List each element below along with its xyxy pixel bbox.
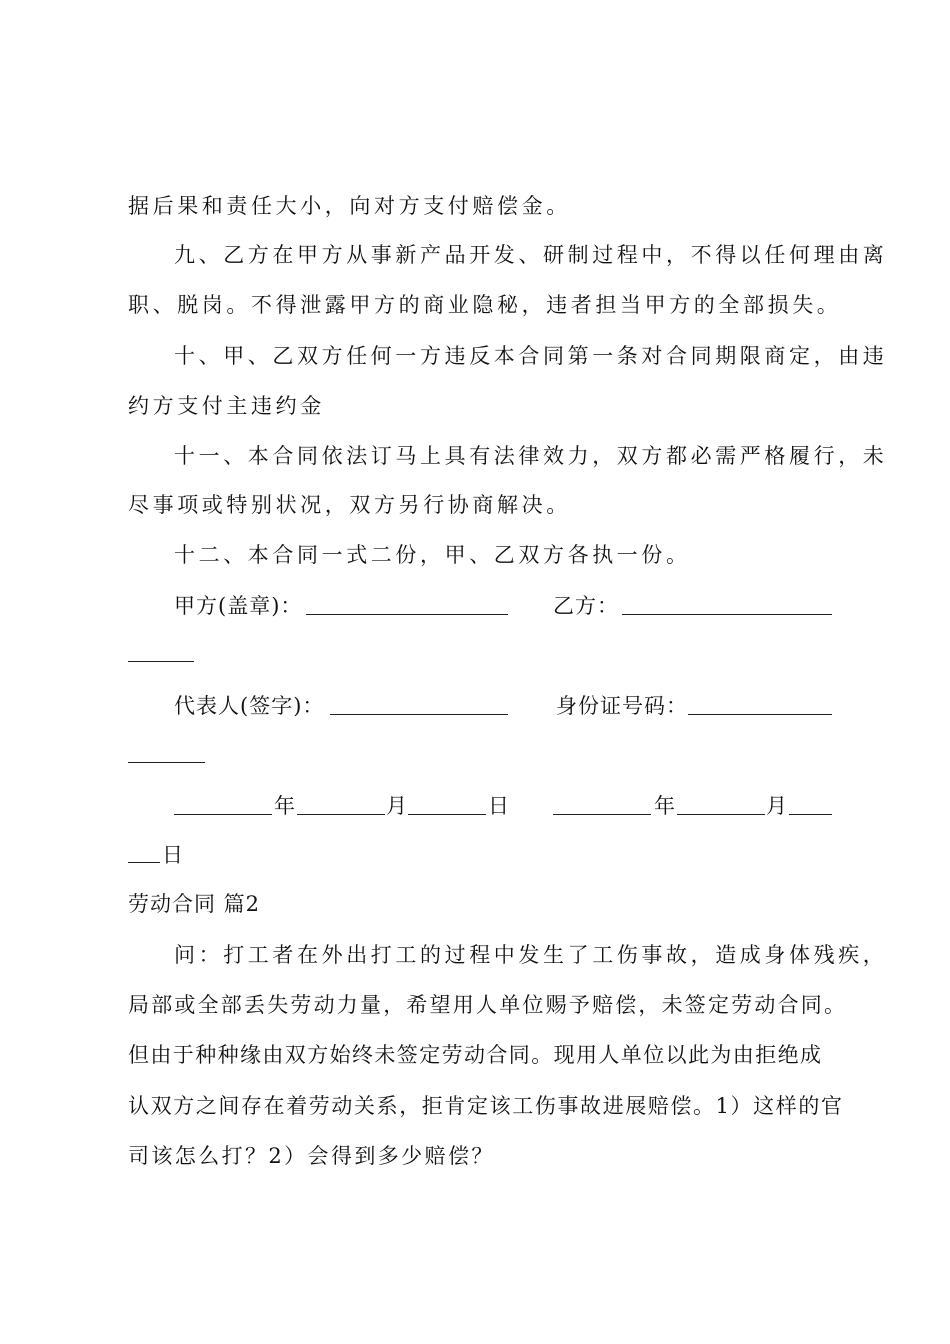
representative-blank [330,714,508,715]
paragraph-line: 据后果和责任大小，向对方支付赔偿金。 [128,194,571,218]
party-a-label: 甲方(盖章)： [174,594,303,618]
date-b-month-blank [677,814,765,815]
date-a-year-blank [174,814,272,815]
date-b-day-blank [789,814,832,815]
date-a-month-blank [297,814,385,815]
representative-label: 代表人(签字)： [174,694,325,718]
id-number-label: 身份证号码： [556,694,688,718]
date-a-day-blank [408,814,486,815]
party-a-blank [306,614,508,615]
date-b-day-blank-continued [128,862,160,863]
clause-9-line-1: 九、乙方在甲方从事新产品开发、研制过程中，不得以任何理由离 [174,243,888,267]
clause-12-line: 十二、本合同一式二份，甲、乙双方各执一份。 [174,543,691,567]
id-number-blank [688,714,832,715]
section-heading: 劳动合同 篇2 [128,892,261,916]
clause-11-line-2: 尽事项或特别状况，双方另行协商解决。 [128,493,571,517]
party-b-blank [622,614,832,615]
id-number-blank-continued [128,762,205,763]
date-b-year-blank [553,814,651,815]
question-line-4: 认双方之间存在着劳动关系，拒肯定该工伤事故进展赔偿。1）这样的官 [128,1094,844,1118]
question-line-3: 但由于种种缘由双方始终未签定劳动合同。现用人单位以此为由拒绝成 [128,1043,823,1067]
clause-10-line-2: 约方支付主违约金 [128,394,325,418]
party-b-blank-continued [128,661,194,662]
clause-9-line-2: 职、脱岗。不得泄露甲方的商业隐秘，违者担当甲方的全部损失。 [128,293,842,317]
question-line-1: 问：打工者在外出打工的过程中发生了工伤事故，造成身体残疾， [174,943,888,967]
date-a-month-label: 月 [386,794,408,818]
date-a-day-label: 日 [488,794,510,818]
date-a-year-label: 年 [274,794,296,818]
date-b-day-label: 日 [162,843,184,867]
question-line-2: 局部或全部丢失劳动力量，希望用人单位赐予赔偿，未签定劳动合同。 [128,993,848,1017]
date-b-month-label: 月 [766,794,788,818]
clause-10-line-1: 十、甲、乙双方任何一方违反本合同第一条对合同期限商定，由违 [174,344,888,368]
clause-11-line-1: 十一、本合同依法订马上具有法律效力，双方都必需严格履行，未 [174,444,888,468]
party-b-label: 乙方： [553,594,619,618]
question-line-5: 司该怎么打？2）会得到多少赔偿？ [128,1144,495,1168]
date-b-year-label: 年 [654,794,676,818]
